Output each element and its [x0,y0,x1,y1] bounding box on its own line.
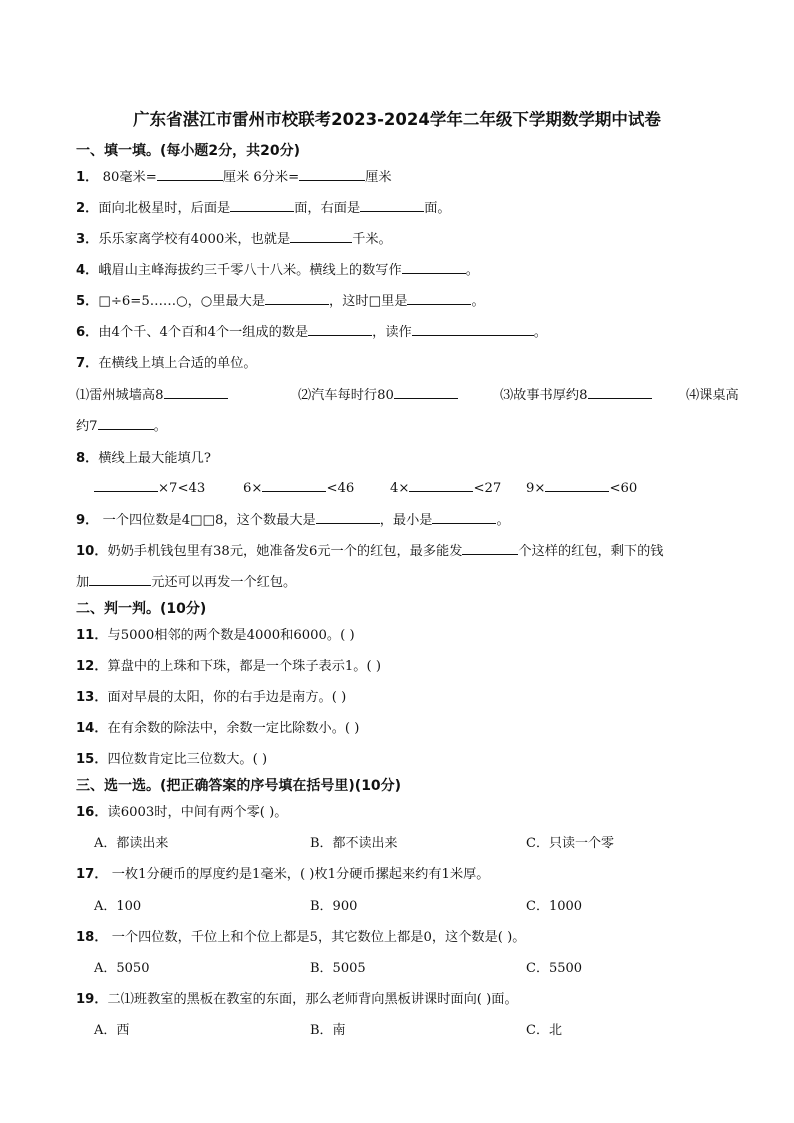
option-a[interactable]: A．都读出来 [94,836,169,851]
question-number: 12． [76,659,108,674]
question-8-item-3 [390,479,501,496]
question-text: 面向北极星时，后面是 [98,201,231,216]
section-true-false: 二、判一判。(10分) [76,601,207,617]
answer-blank[interactable] [394,386,458,399]
option-a[interactable]: A．100 [94,899,142,914]
option-b[interactable]: B．900 [310,899,358,914]
question-text: 厘米 [365,170,392,185]
answer-blank[interactable] [290,230,352,243]
question-text: 4× [390,481,410,496]
question-number: 19． [76,992,108,1007]
question-number: 2． [76,201,99,216]
answer-blank[interactable] [89,573,151,586]
question-2 [76,197,451,216]
answer-blank[interactable] [545,479,609,492]
question-text: ，最小是 [379,513,433,528]
question-text: 面，右面是 [294,201,361,216]
question-17 [76,863,489,882]
question-text: ，读作 [372,325,412,340]
question-8-item-4 [526,479,637,496]
section-fill-in: 一、填一填。(每小题2分，共20分) [76,143,301,159]
question-text[interactable]: 读6003时，中间有两个零( )。 [107,805,288,820]
answer-blank[interactable] [157,168,223,181]
answer-blank[interactable] [462,542,518,555]
answer-blank[interactable] [230,199,294,212]
question-text: 。 [471,294,485,309]
question-text: 个这样的红包，剩下的钱 [518,544,664,559]
question-13 [76,686,346,705]
question-text: 由4个千、4个百和4个一组成的数是 [98,325,309,340]
question-number: 13． [76,690,108,705]
question-text: 乐乐家离学校有4000米，也就是 [98,232,291,247]
question-text: 。 [153,419,167,434]
question-text: ⑷课桌高 [686,388,739,403]
question-text[interactable]: 算盘中的上珠和下珠，都是一个珠子表示1。( ) [107,659,381,674]
question-6 [76,321,547,340]
question-7-item-2 [298,384,458,403]
question-number: 4． [76,263,99,278]
question-8 [76,447,211,466]
question-number: 15． [76,752,108,767]
question-number: 10． [76,544,108,559]
question-text: 约7 [76,419,98,434]
answer-blank[interactable] [407,292,471,305]
question-text: ⑵汽车每时行80 [298,388,394,403]
question-text[interactable]: 一枚1分硬币的厚度约是1毫米，( )枚1分硬币摞起来约有1米厚。 [107,867,490,882]
question-number: 9． [76,513,99,528]
option-a[interactable]: A．5050 [94,961,150,976]
answer-blank[interactable] [360,199,424,212]
question-4 [76,259,479,278]
question-10 [76,540,663,559]
question-text: 9× [526,481,546,496]
question-text: 。 [496,513,510,528]
question-8-item-2 [243,479,354,496]
question-18 [76,926,525,945]
question-9 [76,509,510,528]
question-7 [76,352,257,371]
question-text[interactable]: 一个四位数，千位上和个位上都是5，其它数位上都是0，这个数是( )。 [107,930,526,945]
question-number: 8． [76,451,99,466]
question-text: 6× [243,481,263,496]
question-number: 11． [76,628,108,643]
option-c[interactable]: C．北 [526,1023,562,1038]
option-a[interactable]: A．西 [94,1023,130,1038]
answer-blank[interactable] [588,386,652,399]
answer-blank[interactable] [265,292,329,305]
question-14 [76,717,359,736]
question-text: <46 [326,481,355,496]
question-text: 奶奶手机钱包里有38元，她准备发6元一个的红包，最多能发 [107,544,463,559]
answer-blank[interactable] [316,511,380,524]
question-text: 厘米 6分米= [222,170,300,185]
answer-blank[interactable] [299,168,365,181]
question-number: 6． [76,325,99,340]
question-text: 横线上最大能填几? [98,451,211,466]
question-16 [76,801,287,820]
question-text[interactable]: 在有余数的除法中，余数一定比除数小。( ) [107,721,360,736]
question-text: 面。 [424,201,451,216]
answer-blank[interactable] [164,386,228,399]
option-c[interactable]: C．只读一个零 [526,836,614,851]
option-c[interactable]: C．1000 [526,899,583,914]
question-number: 17． [76,867,108,882]
answer-blank[interactable] [432,511,496,524]
question-7-item-4-cont [76,415,167,434]
answer-blank[interactable] [402,261,466,274]
question-number: 5． [76,294,99,309]
question-text: 在横线上填上合适的单位。 [98,356,257,371]
option-c[interactable]: C．5500 [526,961,583,976]
section-multiple-choice: 三、选一选。(把正确答案的序号填在括号里)(10分) [76,778,402,794]
question-number: 7． [76,356,99,371]
question-11 [76,624,355,643]
answer-blank[interactable] [94,479,158,492]
question-text[interactable]: 四位数肯定比三位数大。( ) [107,752,268,767]
question-8-item-1 [94,479,205,496]
question-19 [76,988,518,1007]
question-3 [76,228,392,247]
option-b[interactable]: B．都不读出来 [310,836,398,851]
option-b[interactable]: B．南 [310,1023,346,1038]
question-10-cont [76,571,296,590]
option-b[interactable]: B．5005 [310,961,366,976]
question-text[interactable]: 与5000相邻的两个数是4000和6000。( ) [107,628,355,643]
question-7-item-3 [500,384,652,403]
question-text: 。 [465,263,479,278]
question-1 [76,166,392,185]
question-number: 1． [76,170,99,185]
question-12 [76,655,381,674]
question-number: 3． [76,232,99,247]
question-text: ⑴雷州城墙高8 [76,388,164,403]
question-text: 加 [76,575,90,590]
question-text: 。 [533,325,547,340]
page-title: 广东省湛江市雷州市校联考2023-2024学年二年级下学期数学期中试卷 [133,110,661,129]
question-7-item-4 [686,384,739,403]
question-text: <27 [473,481,502,496]
question-text: ，这时□里是 [329,294,408,309]
question-15 [76,748,267,767]
answer-blank[interactable] [412,323,534,336]
question-text[interactable]: 二⑴班教室的黑板在教室的东面，那么老师背向黑板讲课时面向( )面。 [107,992,518,1007]
question-number: 14． [76,721,108,736]
question-text: ×7<43 [158,481,206,496]
question-text: <60 [609,481,638,496]
answer-blank[interactable] [409,479,473,492]
answer-blank[interactable] [308,323,372,336]
question-text: 元还可以再发一个红包。 [151,575,297,590]
question-text: ⑶故事书厚约8 [500,388,588,403]
question-number: 16． [76,805,108,820]
question-5 [76,290,485,309]
question-text: 千米。 [352,232,392,247]
question-text: 峨眉山主峰海拔约三千零八十八米。横线上的数写作 [98,263,402,278]
answer-blank[interactable] [262,479,326,492]
answer-blank[interactable] [98,417,154,430]
question-text: □÷6=5……○，○里最大是 [98,294,266,309]
question-text[interactable]: 面对早晨的太阳，你的右手边是南方。( ) [107,690,347,705]
question-7-items [76,384,228,403]
question-number: 18． [76,930,108,945]
question-text: 一个四位数是4□□8，这个数最大是 [98,513,316,528]
question-text: 80毫米= [98,170,157,185]
